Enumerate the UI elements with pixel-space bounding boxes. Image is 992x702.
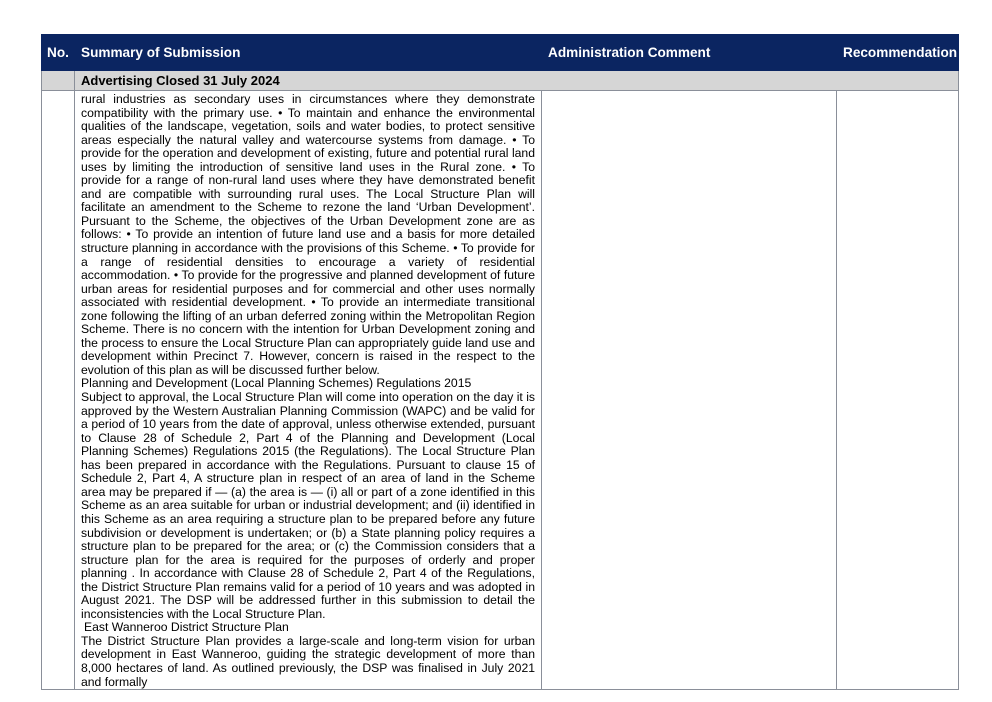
section-no-cell: [42, 71, 75, 91]
table-row: [42, 91, 959, 690]
recommendation-cell: [837, 91, 959, 690]
column-header-no: No.: [42, 35, 75, 71]
summary-paragraph: rural industries as secondary uses in circumstances where they demonstrate compatibility with the primary use. • To maintain and enhance the environmental qualities of the landscape, vegetation, soils and water bodies, to protect sensitive areas especially the natural valley and watercourse systems from damage. • To provide for the operation and development of existing, future and potential rural land uses by limiting the introduction of sensitive land uses in the Rural zone. • To provide for a range of non-rural land uses where they have demonstrated benefit and are compatible with surrounding rural uses. The Local Structure Plan will facilitate an amendment to the Scheme to rezone the land ‘Urban Development’. Pursuant to the Scheme, the objectives of the Urban Development zone are as follows: • To provide an intention of future land use and a basis for more detailed structure planning in accordance with the provisions of this Scheme. • To provide for a range of residential densities to encourage a variety of residential accommodation. • To provide for the progressive and planned development of future urban areas for residential purposes and for commercial and other uses normally associated with residential development. • To provide an intermediate transitional zone following the lifting of an urban deferred zoning within the Metropolitan Region Scheme. There is no concern with the intention for Urban Development zoning and the process to ensure the Local Structure Plan can appropriately guide land use and development within Precinct 7. However, concern is raised in the respect to the evolution of this plan as will be discussed further below.: [81, 92, 535, 377]
row-no-cell: [42, 91, 75, 690]
column-header-recommendation: Recommendation: [837, 35, 959, 71]
column-header-admin-comment: Administration Comment: [542, 35, 837, 71]
section-title: Advertising Closed 31 July 2024: [75, 71, 959, 91]
summary-paragraph: Subject to approval, the Local Structure Plan will come into operation on the day it is approved by the Western Australian Planning Commission (WAPC) and be valid for a period of 10 years from the date of approval, unless otherwise extended, pursuant to Clause 28 of Schedule 2, Part 4 of the Planning and Development (Local Planning Schemes) Regulations 2015 (the Regulations). The Local Structure Plan has been prepared in accordance with the Regulations. Pursuant to clause 15 of Schedule 2, Part 4, A structure plan in respect of an area of land in the Scheme area may be prepared if — (a) the area is — (i) all or part of a zone identified in this Scheme as an area suitable for urban or industrial development; and (ii) identified in this Scheme as an area requiring a structure plan to be prepared before any future subdivision or development is undertaken; or (b) a State planning policy requires a structure plan to be prepared for the area; or (c) the Commission considers that a structure plan for the area is required for the purposes of orderly and proper planning . In accordance with Clause 28 of Schedule 2, Part 4 of the Regulations, the District Structure Plan remains valid for a period of 10 years and was adopted in August 2021. The DSP will be addressed further in this submission to detail the inconsistencies with the Local Structure Plan.: [81, 390, 535, 621]
admin-comment-cell: [542, 91, 837, 690]
summary-subheading: Planning and Development (Local Planning Schemes) Regulations 2015: [81, 376, 472, 391]
column-header-summary: Summary of Submission: [75, 35, 542, 71]
summary-subheading: East Wanneroo District Structure Plan: [84, 620, 289, 635]
section-row: [42, 71, 959, 91]
table-header-row: [42, 35, 959, 71]
summary-paragraph: The District Structure Plan provides a large-scale and long-term vision for urban development in East Wanneroo, guiding the strategic development of more than 8,000 hectares of land. As outlined previously, the DSP was finalised in July 2021 and formally: [81, 633, 535, 689]
summary-cell: [75, 91, 542, 690]
submissions-table: [41, 34, 959, 690]
